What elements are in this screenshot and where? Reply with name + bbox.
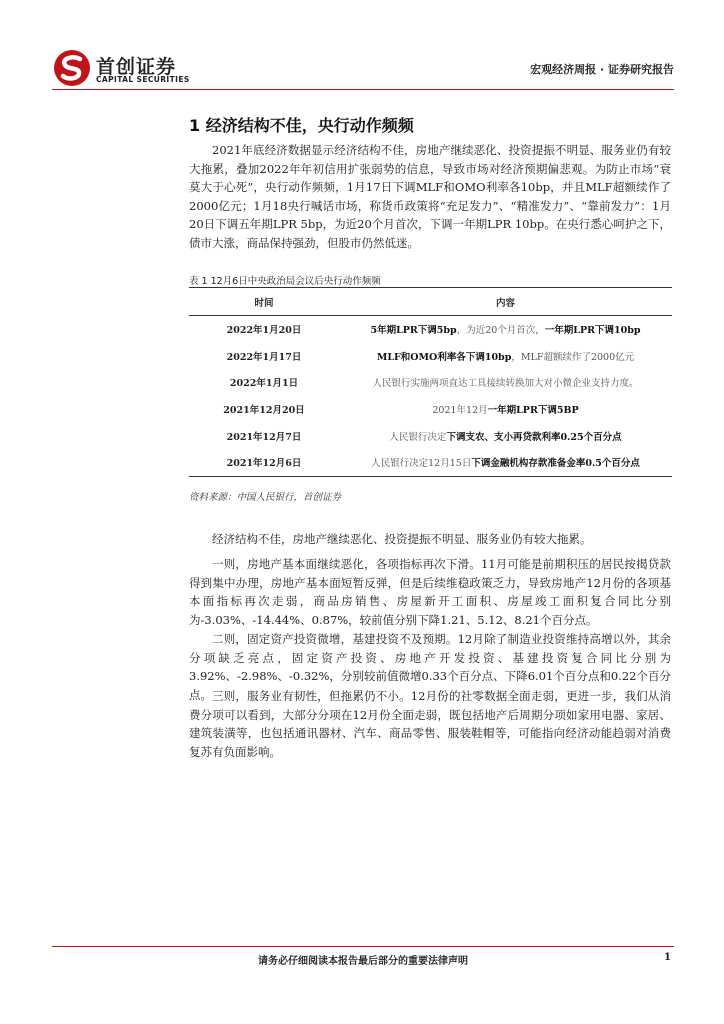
row-content <box>339 422 672 449</box>
content-text: ，为近20个月首次， <box>456 325 545 337</box>
intro-paragraph: 2021年底经济数据显示经济结构不佳，房地产继续恶化、投资提振不明显、服务业仍有较大拖累，叠加2022年年初信用扩张弱势的信息，导致市场对经济预期偏悲观。为防止市场“衰莫大于心死”，央行动作频频，1月17日下调MLF和OMO利率各10bp，并且MLF超额续作了2000亿元；1月18央行喊话市场，称货币政策将“充足发力”、“精准发力”、“靠前发力”：1月20日下调五年期LPR 5bp，为近20个月首次，下调一年期LPR 10bp。在央行悉心呵护之下，债市大涨，商品保持强劲，但股市仍然低迷。 <box>189 143 671 250</box>
content-highlight: 一年期LPR下调10bp <box>544 325 641 337</box>
body-paragraph-investment: 二则，固定资产投资微增，基建投资不及预期。12月除了制造业投资维持高增以外，其余分项缺乏亮点，固定资产投资、房地产开发投资、基建投资复合同比分别为3.92%、-2.98%、-0.32%，分别较前值微增0.33个百分点、下降6.01个百分点和0.22个百分点。 <box>189 632 671 702</box>
row-date: 2021年12月6日 <box>189 449 339 476</box>
legal-disclaimer-notice: 请务必仔细阅读本报告最后部分的重要法律声明 <box>258 956 468 967</box>
content-highlight: MLF和OMO利率各下调10bp <box>376 351 512 363</box>
logo-chinese-name: 首创证券 <box>96 56 177 78</box>
page-number: 1 <box>664 952 671 963</box>
table-row <box>189 369 672 396</box>
row-content <box>339 369 672 396</box>
report-type-title: 宏观经济周报 · 证券研究报告 <box>530 63 674 76</box>
row-content <box>339 343 672 370</box>
table-row <box>189 396 672 423</box>
body-paragraph-summary: 经济结构不佳，房地产继续恶化、投资提振不明显、服务业仍有较大拖累。 <box>212 532 592 546</box>
row-date: 2021年12月7日 <box>226 431 302 443</box>
footer-divider <box>52 946 674 947</box>
table-row <box>189 316 672 343</box>
company-logo <box>52 48 252 88</box>
content-highlight: 5年期LPR下调5bp <box>370 325 457 337</box>
content-highlight: 下调金融机构存款准备金率0.5个百分点 <box>471 458 640 470</box>
content-highlight: 一年期LPR下调5BP <box>487 405 579 417</box>
central-bank-actions-table <box>189 287 672 477</box>
table-body <box>189 316 672 477</box>
data-source-note: 资料来源：中国人民银行，首创证券 <box>189 492 342 503</box>
table-row <box>189 343 672 370</box>
logo-english-name: CAPITAL SECURITIES <box>96 75 190 84</box>
content-highlight: 下调支农、支小再贷款利率0.25个百分点 <box>446 431 622 443</box>
header-divider <box>52 89 674 90</box>
row-date: 2022年1月1日 <box>229 378 299 390</box>
row-date: 2022年1月20日 <box>226 325 302 337</box>
column-header-date: 时间 <box>189 288 339 316</box>
row-content <box>339 396 672 423</box>
capital-securities-logo-icon <box>52 48 92 88</box>
table-caption: 表 1 12月6日中央政治局会议后央行动作频频 <box>189 276 381 287</box>
content-text: 2021年12月 <box>432 405 488 417</box>
table-header-row <box>189 288 672 316</box>
content-text: 人民银行决定 <box>389 431 447 443</box>
page-header <box>52 48 674 88</box>
section-heading: 1 经济结构不佳，央行动作频频 <box>189 116 414 135</box>
row-date: 2022年1月17日 <box>226 351 302 363</box>
content-text: ，MLF超额续作了2000亿元 <box>511 351 635 363</box>
body-paragraph-services: 三则，服务业有韧性，但拖累仍不小。12月份的社零数据全面走弱，更进一步，我们从消费分项可以看到，大部分分项在12月份全面走弱，既包括地产后周期分项如家用电器、家居、建筑装潢等，也包括通讯器材、汽车、商品零售、服装鞋帽等，可能指向经济动能趋弱对消费复苏有负面影响。 <box>189 689 671 759</box>
row-content <box>339 316 672 343</box>
column-header-content: 内容 <box>339 288 672 316</box>
body-paragraph-real-estate: 一则，房地产基本面继续恶化，各项指标再次下滑。11月可能是前期积压的居民按揭贷款得到集中办理，房地产基本面短暂反弹，但是后续维稳政策乏力，导致房地产12月份的各项基本面指标再次走弱，商品房销售、房屋新开工面积、房屋竣工面积复合同比分别为-3.03%、-14.44%、0.87%，较前值分别下降1.21、5.12、8.21个百分点。 <box>189 557 671 627</box>
table-row <box>189 422 672 449</box>
content-text: 人民银行实施两项直达工具接续转换加大对小微企业支持力度。 <box>372 378 639 390</box>
table-row <box>189 449 672 476</box>
content-text: 人民银行决定12月15日 <box>371 458 472 470</box>
row-content <box>339 449 672 476</box>
row-date: 2021年12月20日 <box>223 405 305 417</box>
